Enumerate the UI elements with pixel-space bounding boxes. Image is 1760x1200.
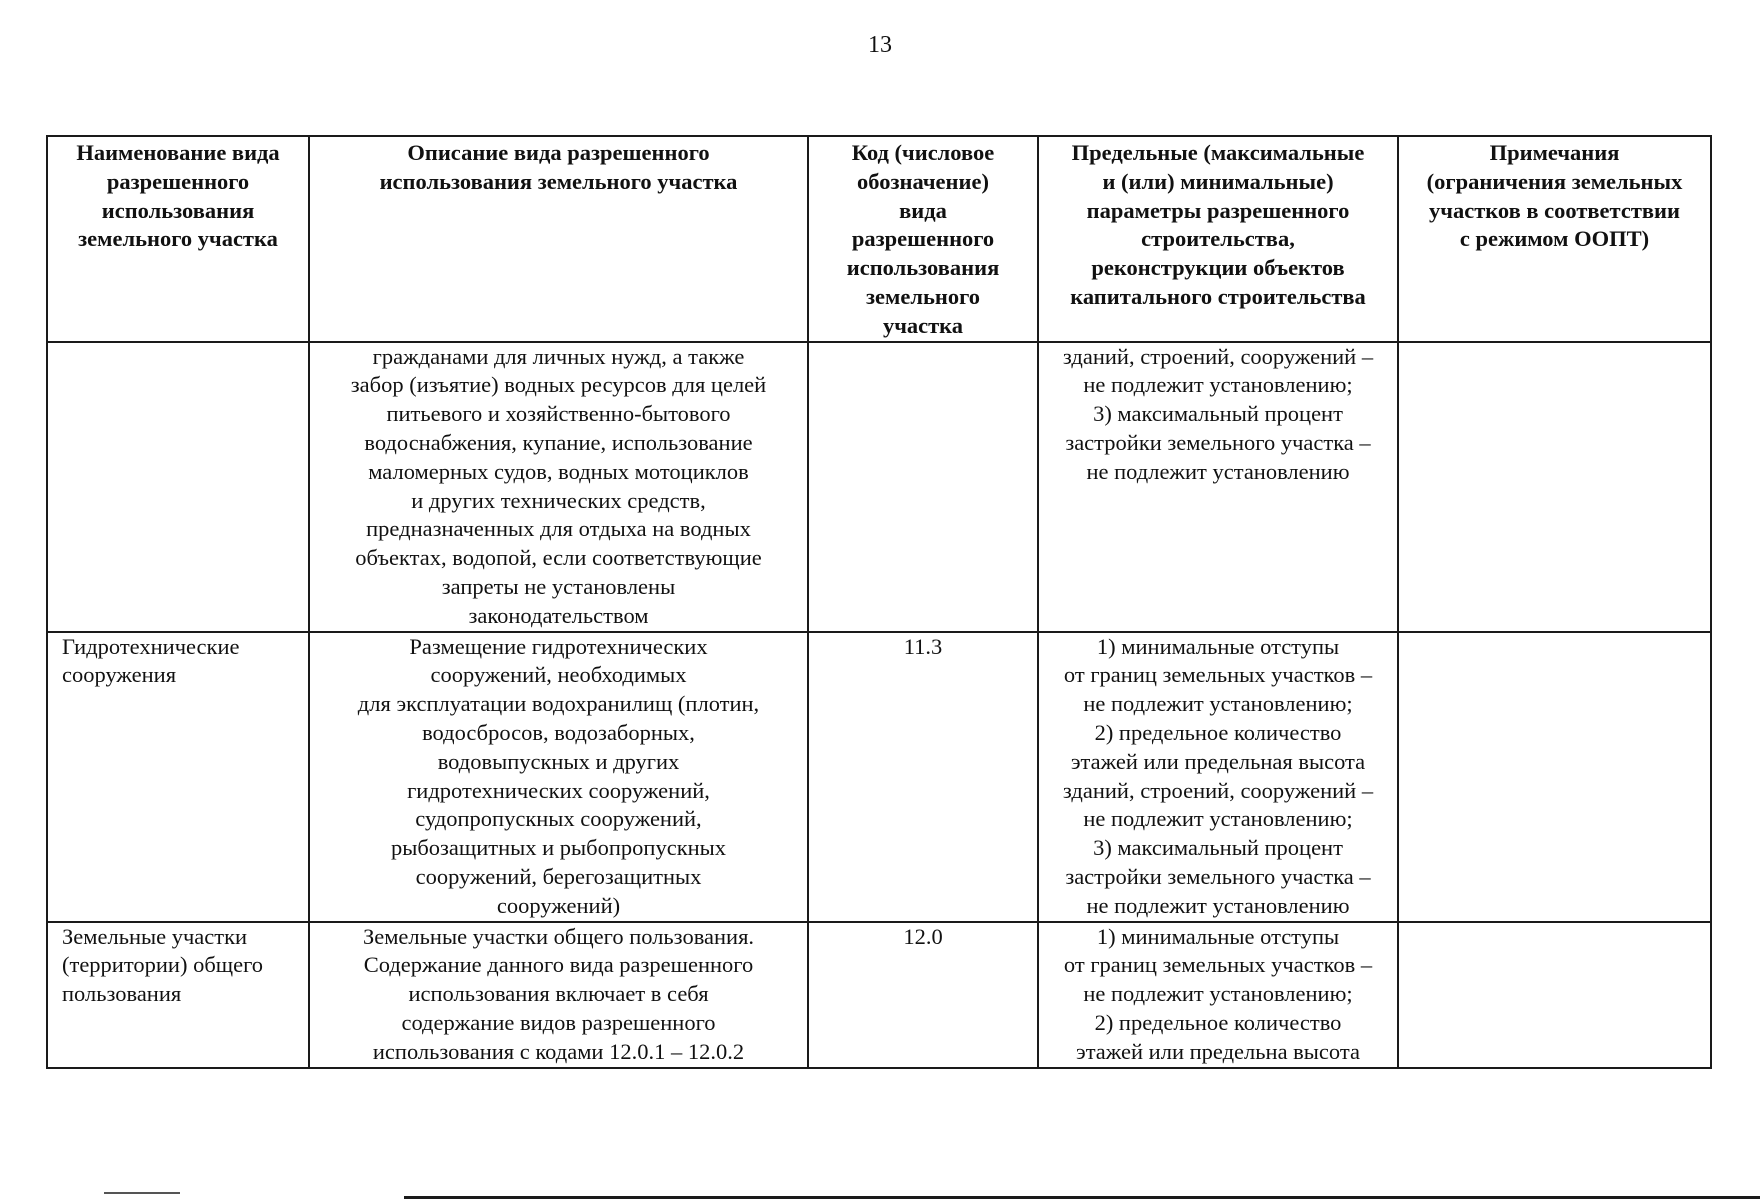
header-name: Наименование вида разрешенного использования земельного участка bbox=[47, 136, 309, 342]
header-code: Код (числовое обозначение) вида разрешенного использования земельного участка bbox=[808, 136, 1038, 342]
cell-params: 1) минимальные отступы от границ земельных участков – не подлежит установлению; 2) предельное количество этажей или предельна высота bbox=[1038, 922, 1398, 1068]
footer-rule-short bbox=[104, 1192, 180, 1194]
cell-description: Размещение гидротехнических сооружений, необходимых для эксплуатации водохранилищ (плотин, водосбросов, водозаборных, водовыпускных и других гидротехнических сооружений, судопропускных сооружений, рыбозащитных и рыбопропускных сооружений, берегозащитных сооружений) bbox=[309, 632, 808, 922]
table-row bbox=[47, 922, 1711, 1068]
footer-rule bbox=[404, 1196, 1760, 1199]
header-description: Описание вида разрешенного использования земельного участка bbox=[309, 136, 808, 342]
land-use-table bbox=[46, 135, 1712, 1069]
header-notes: Примечания (ограничения земельных участков в соответствии с режимом ООПТ) bbox=[1398, 136, 1711, 342]
table-row bbox=[47, 632, 1711, 922]
header-params: Предельные (максимальные и (или) минимальные) параметры разрешенного строительства, реконструкции объектов капитального строительства bbox=[1038, 136, 1398, 342]
table-row bbox=[47, 342, 1711, 632]
table-header-row bbox=[47, 136, 1711, 342]
cell-name: Гидротехнические сооружения bbox=[47, 632, 309, 922]
cell-params: зданий, строений, сооружений – не подлежит установлению; 3) максимальный процент застройки земельного участка – не подлежит установлению bbox=[1038, 342, 1398, 632]
cell-name: Земельные участки (территории) общего пользования bbox=[47, 922, 309, 1068]
cell-name bbox=[47, 342, 309, 632]
cell-notes bbox=[1398, 632, 1711, 922]
cell-description: Земельные участки общего пользования. Содержание данного вида разрешенного использования включает в себя содержание видов разрешенного использования с кодами 12.0.1 – 12.0.2 bbox=[309, 922, 808, 1068]
cell-notes bbox=[1398, 922, 1711, 1068]
cell-code bbox=[808, 342, 1038, 632]
cell-notes bbox=[1398, 342, 1711, 632]
cell-description: гражданами для личных нужд, а также забор (изъятие) водных ресурсов для целей питьевого и хозяйственно-бытового водоснабжения, купание, использование маломерных судов, водных мотоциклов и других технических средств, предназначенных для отдыха на водных объектах, водопой, если соответствующие запреты не установлены законодательством bbox=[309, 342, 808, 632]
page-number: 13 bbox=[868, 32, 892, 58]
cell-code: 11.3 bbox=[808, 632, 1038, 922]
cell-code: 12.0 bbox=[808, 922, 1038, 1068]
cell-params: 1) минимальные отступы от границ земельных участков – не подлежит установлению; 2) предельное количество этажей или предельная высота зданий, строений, сооружений – не подлежит установлению; 3) максимальный процент застройки земельного участка – не подлежит установлению bbox=[1038, 632, 1398, 922]
